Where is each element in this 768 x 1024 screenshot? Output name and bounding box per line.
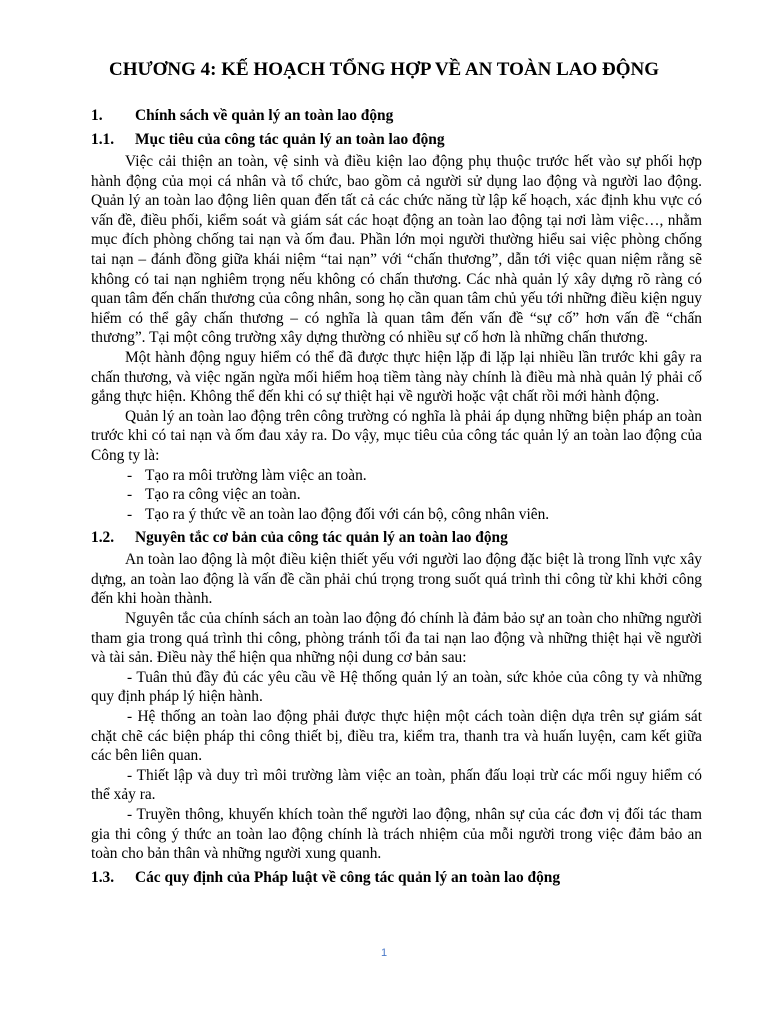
section-number: 1.1. — [91, 131, 115, 148]
list-item: - Tạo ra công việc an toàn. — [127, 486, 301, 504]
section-number: 1.2. — [91, 529, 115, 547]
section-heading-1-2 — [91, 528, 702, 548]
section-title: Chính sách về quản lý an toàn lao động — [135, 107, 394, 124]
list-item: - Hệ thống an toàn lao động phải được thực hiện một cách toàn diện dựa trên sự giám sát chặt chẽ các biện pháp thi công thiết bị, điều tra, kiểm tra, thanh tra và huấn luyện, cam kết giữa các bên liên quan. — [91, 708, 702, 765]
paragraph: Nguyên tắc của chính sách an toàn lao động đó chính là đảm bảo sự an toàn cho những người tham gia trong quá trình thi công, phòng tránh tối đa tai nạn lao động và những thiệt hại về người và tài sản. Điều này thể hiện qua những nội dung cơ bản sau: — [91, 610, 702, 667]
paragraph: Quản lý an toàn lao động trên công trường có nghĩa là phải áp dụng những biện pháp an toàn trước khi có tai nạn và ốm đau xảy ra. Do vậy, mục tiêu của công tác quản lý an toàn lao động của Công ty là: — [91, 407, 702, 464]
section-heading-1-1 — [91, 130, 702, 150]
list-item: - Tuân thủ đầy đủ các yêu cầu về Hệ thống quản lý an toàn, sức khỏe của công ty và những quy định pháp lý hiện hành. — [91, 668, 702, 706]
paragraph: An toàn lao động là một điều kiện thiết yếu với người lao động đặc biệt là trong lĩnh vực xây dựng, an toàn lao động là vấn đề cần phải chú trọng trong suốt quá trình thi công từ khi khởi công đến khi hoàn thành. — [91, 551, 702, 608]
section-title: Mục tiêu của công tác quản lý an toàn lao động — [135, 131, 445, 148]
section-heading-1-3 — [91, 868, 702, 888]
list-item: - Thiết lập và duy trì môi trường làm việc an toàn, phấn đấu loại trừ các mối nguy hiểm có thể xảy ra. — [91, 766, 702, 804]
list-item: - Truyền thông, khuyến khích toàn thể người lao động, nhân sự của các đơn vị đối tác tham gia thi công ý thức an toàn lao động chính là trách nhiệm của mỗi người trong việc đảm bảo an toàn cho bản thân và những người xung quanh. — [91, 806, 702, 863]
section-title: Các quy định của Pháp luật về công tác quản lý an toàn lao động — [135, 868, 561, 886]
section-title: Nguyên tắc cơ bản của công tác quản lý an toàn lao động — [135, 529, 508, 547]
paragraph: Một hành động nguy hiểm có thể đã được thực hiện lặp đi lặp lại nhiều lần trước khi gây ra chấn thương, và việc ngăn ngừa mối hiểm hoạ tiềm tàng này chính là điều mà nhà quản lý phải cố gắng thực hiện. Không thể đến khi có sự thiệt hại về người hoặc vật chất rồi mới hành động. — [91, 348, 702, 406]
section-number: 1. — [91, 107, 103, 124]
section-number: 1.3. — [91, 868, 115, 886]
document-body — [91, 102, 702, 890]
list-item: - Tạo ra môi trường làm việc an toàn. — [127, 466, 367, 484]
paragraph: Việc cải thiện an toàn, vệ sinh và điều kiện lao động phụ thuộc trước hết vào sự phối hợp hành động của mọi cá nhân và tổ chức, bao gồm cả người sử dụng lao động và người lao động. Quản lý an toàn lao động liên quan đến tất cả các chức năng từ lập kế hoạch, xác định khu vực có vấn đề, điều phối, kiểm soát và giám sát các hoạt động an toàn lao động tại nơi làm việc…, nhằm mục đích phòng chống tai nạn và ốm đau. Phần lớn mọi người thường hiểu sai việc phòng chống tai nạn – đánh đồng giữa khái niệm “tai nạn” với “chấn thương”, dẫn tới việc quan niệm rằng sẽ không có tai nạn nghiêm trọng nếu không có chấn thương. Các nhà quản lý xây dựng rõ ràng có quan tâm đến chấn thương của công nhân, song họ cần quan tâm chủ yếu tới những điều kiện nguy hiểm có thể gây chấn thương – có nghĩa là quan tâm đến vấn đề “sự cố” hơn vấn đề “chấn thương”. Tại một công trường xây dựng thường có nhiều sự cố hơn là những chấn thương. — [91, 153, 702, 347]
page-number: 1 — [380, 947, 388, 959]
section-heading-1 — [91, 106, 702, 126]
list-item: - Tạo ra ý thức về an toàn lao động đối với cán bộ, công nhân viên. — [127, 505, 550, 523]
chapter-title: CHƯƠNG 4: KẾ HOẠCH TỔNG HỢP VỀ AN TOÀN LAO ĐỘNG — [108, 59, 659, 80]
